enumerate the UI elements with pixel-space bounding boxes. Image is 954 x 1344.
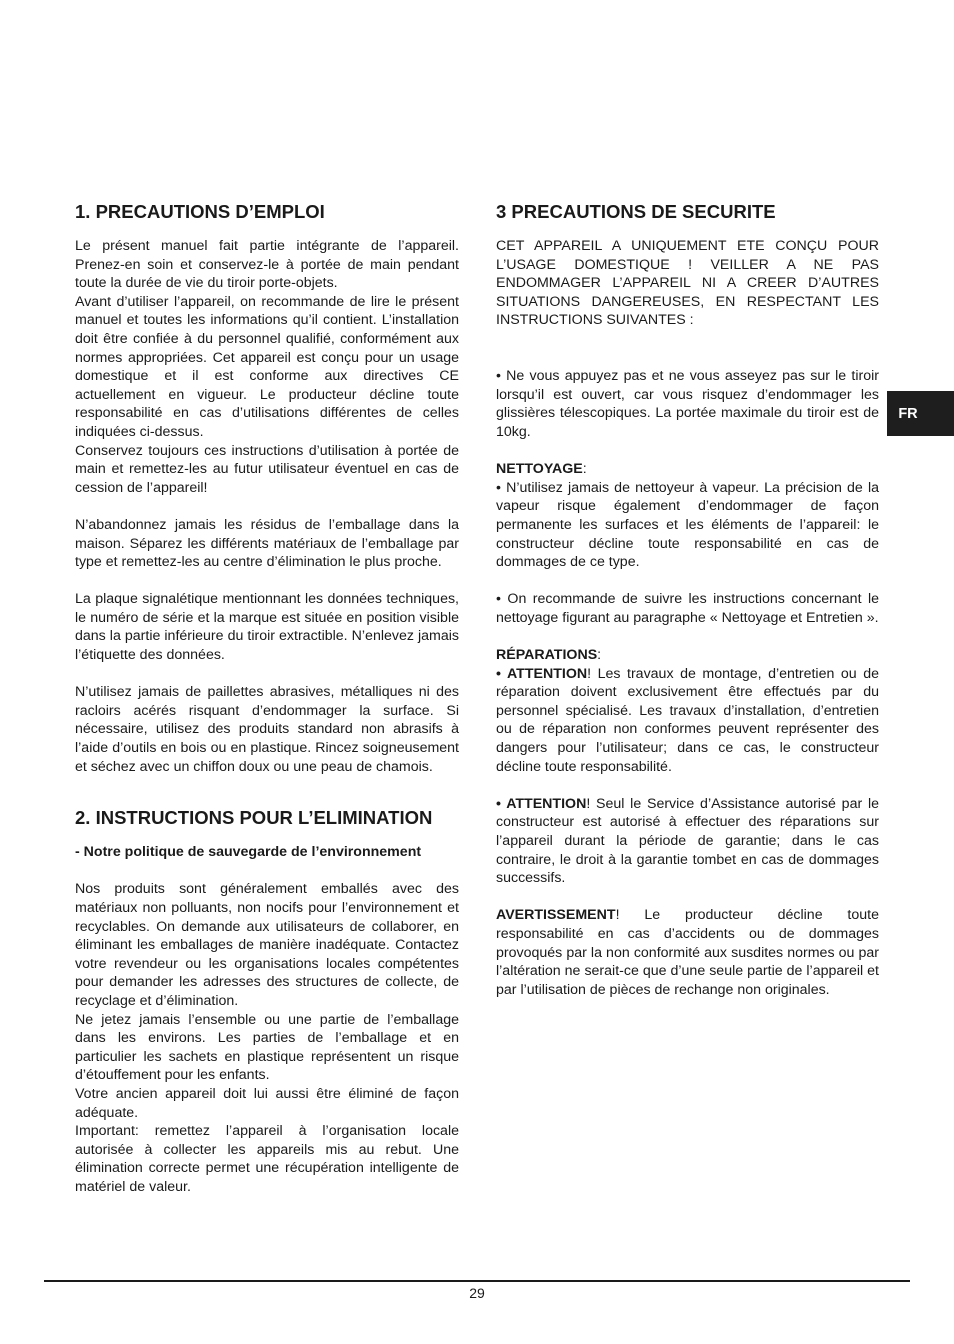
left-column xyxy=(75,200,459,1197)
paragraph: Ne jetez jamais l’ensemble ou une partie de l’emballage dans les environs. Les parties de l’emballage et en particulier les sachets en plastique représentent un risque d’étouffement pour les enfants. xyxy=(75,1011,459,1084)
section-2-title: 2. INSTRUCTIONS POUR L’ELIMINATION xyxy=(75,807,433,829)
paragraph: N’abandonnez jamais les résidus de l’emballage dans la maison. Séparez les différents matériaux de l’emballage par type et remettez-les au centre d’élimination le plus proche. xyxy=(75,516,459,571)
page-number: 29 xyxy=(469,1285,485,1301)
paragraph: Nos produits sont généralement emballés avec des matériaux non polluants, non nocifs pour l’environnement et recyclables. On demande aux utilisateurs de collaborer, en éliminant les emballages de manière inadéquate. Contactez votre revendeur ou les organisations locales compétentes pour demander les adresses des structures de collecte, de recyclage et d’élimination. xyxy=(75,881,459,1009)
paragraph: Conservez toujours ces instructions d’utilisation à portée de main et remettez-les au futur utilisateur éventuel en cas de cession de l’appareil! xyxy=(75,442,459,496)
paragraph: • ATTENTION! Les travaux de montage, d’entretien ou de réparation doivent exclusivement être effectués par du personnel spécialisé. Les travaux d’installation, d’entretien ou de réparation non conformes peuvent représenter des dangers pour l’utilisateur; dans ce cas, le constructeur décline toute responsabilité. xyxy=(496,665,879,775)
paragraph: AVERTISSEMENT! Le producteur décline toute responsabilité en cas d’accidents ou de dommages provoqués par la non conformité aux susdites normes ou par l’altération ne serait-ce que d’une seule partie de l’appareil et par l’utilisation de pièces de rechange non originales. xyxy=(496,907,879,998)
footer-rule xyxy=(44,1280,910,1282)
paragraph: Important: remettez l’appareil à l’organisation locale autorisée à collecter les appareils mis au rebut. Une élimination correcte permet une récupération intelligente de matériel de valeur. xyxy=(75,1123,459,1195)
paragraph: Votre ancien appareil doit lui aussi être éliminé de façon adéquate. xyxy=(75,1085,459,1121)
paragraph: • N’utilisez jamais de nettoyeur à vapeur. La précision de la vapeur risque également d’endommager de façon permanente les surfaces et les éléments de l’appareil: le constructeur décline toute responsabilité en cas de dommages de ce type. xyxy=(496,479,879,571)
paragraph: N’utilisez jamais de paillettes abrasives, métalliques ni des racloirs acérés risquant d’endommager la surface. Si nécessaire, utilisez des produits standard non abrasifs à l’aide d’outils en bois ou en plastique. Rincez soigneusement et séchez avec un chiffon doux ou une peau de chamois. xyxy=(75,684,459,775)
section-2-subheading: - Notre politique de sauvegarde de l’environnement xyxy=(75,844,422,861)
paragraph: Le présent manuel fait partie intégrante de l’appareil. Prenez-en soin et conservez-le à portée de main pendant toute la durée de vie du tiroir porte-objets. xyxy=(75,238,459,292)
language-tab: FR xyxy=(887,391,954,436)
paragraph: • On recommande de suivre les instructions concernant le nettoyage figurant au paragraphe « Nettoyage et Entretien ». xyxy=(496,591,879,626)
nettoyage-heading: NETTOYAGE: xyxy=(496,461,587,478)
reparations-heading: RÉPARATIONS: xyxy=(496,647,602,664)
paragraph: • ATTENTION! Seul le Service d’Assistance autorisé par le constructeur est autorisé à effectuer des réparations sur l’appareil durant la période de garantie; dans le cas contraire, le droit à la garantie tombet en cas de dommages successifs. xyxy=(496,795,879,887)
paragraph: • Ne vous appuyez pas et ne vous asseyez pas sur le tiroir lorsqu’il est ouvert, car vous risquez d’endommager les glissières télescopiques. La portée maximale du tiroir est de 10kg. xyxy=(496,368,879,440)
paragraph: CET APPAREIL A UNIQUEMENT ETE CONÇU POUR L’USAGE DOMESTIQUE ! VEILLER A NE PAS ENDOMMAGER L’APPAREIL NI A CREER D’AUTRES SITUATIONS DANGEREUSES, EN RESPECTANT LES INSTRUCTIONS SUIVANTES : xyxy=(496,238,879,329)
section-1-title: 1. PRECAUTIONS D’EMPLOI xyxy=(75,201,325,222)
paragraph: Avant d’utiliser l’appareil, on recommande de lire le présent manuel et toutes les informations qu’il contient. L’installation doit être confiée à du personnel qualifié, conformément aux normes appropriées. Cet appareil est conçu pour un usage domestique et il est conforme aux directives CE actuellement en vigueur. Le producteur décline toute responsabilité en cas d’utilisations différentes de celles indiquées ci-dessus. xyxy=(75,293,459,440)
paragraph: La plaque signalétique mentionnant les données techniques, le numéro de série et la marque est située en position visible dans la partie inférieure du tiroir extractible. N’enlevez jamais l’étiquette des données. xyxy=(75,591,459,664)
right-column xyxy=(496,200,879,999)
section-3-title: 3 PRECAUTIONS DE SECURITE xyxy=(496,201,776,222)
